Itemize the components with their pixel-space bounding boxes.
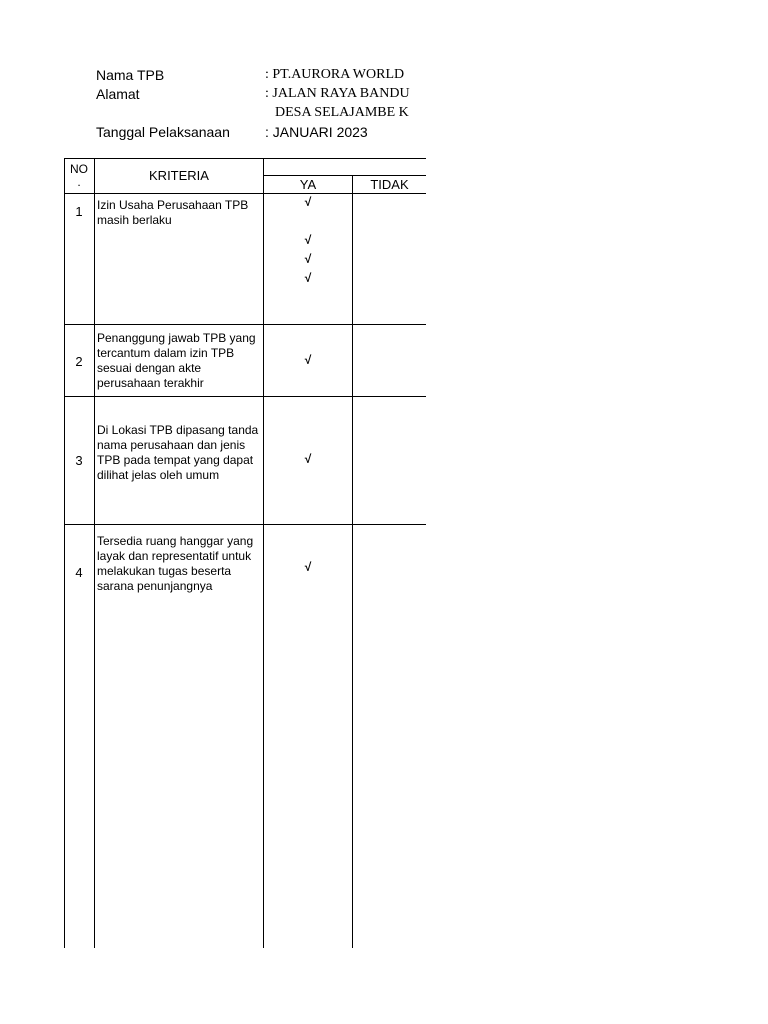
- grid-line: [94, 158, 95, 948]
- check-mark: √: [304, 252, 312, 266]
- alamat-label: Alamat: [96, 86, 140, 102]
- grid-line: [352, 175, 353, 948]
- row-number: 1: [75, 204, 83, 219]
- row-kriteria: Penanggung jawab TPB yang tercantum dalam izin TPB sesuai dengan akte perusahaan terakhir: [97, 331, 256, 390]
- row-number: 3: [75, 453, 83, 468]
- row-kriteria: Izin Usaha Perusahaan TPB masih berlaku: [97, 198, 249, 227]
- grid-line: [64, 524, 426, 525]
- grid-line: [64, 158, 426, 159]
- column-header-tidak: TIDAK: [370, 177, 409, 192]
- tanggal-value: : JANUARI 2023: [265, 124, 368, 140]
- tanggal-label: Tanggal Pelaksanaan: [96, 124, 230, 140]
- column-header-ya: YA: [299, 177, 317, 192]
- check-mark: √: [304, 271, 312, 285]
- row-kriteria: Di Lokasi TPB dipasang tanda nama perusahaan dan jenis TPB pada tempat yang dapat dilihat jelas oleh umum: [97, 423, 259, 482]
- row-kriteria: Tersedia ruang hanggar yang layak dan representatif untuk melakukan tugas beserta sarana penunjangnya: [97, 534, 254, 593]
- column-header-no: [64, 162, 94, 190]
- check-mark: √: [304, 353, 312, 367]
- alamat-value-line1: : JALAN RAYA BANDU: [265, 86, 410, 101]
- column-header-kriteria: KRITERIA: [149, 168, 209, 183]
- grid-line: [263, 175, 426, 176]
- check-mark: √: [304, 560, 312, 574]
- row-number: 4: [75, 565, 83, 580]
- grid-line: [64, 396, 426, 397]
- grid-line: [64, 158, 65, 948]
- column-header-no-line1: NO: [70, 162, 88, 176]
- row-number: 2: [75, 354, 83, 369]
- nama-tpb-label: Nama TPB: [96, 67, 165, 83]
- column-header-no-line2: .: [77, 175, 81, 189]
- alamat-value-line2: DESA SELAJAMBE K: [275, 105, 409, 120]
- grid-line: [64, 193, 426, 194]
- check-mark: √: [304, 233, 312, 247]
- nama-tpb-value: : PT.AURORA WORLD: [265, 67, 405, 82]
- check-mark: √: [304, 195, 312, 209]
- check-mark: √: [304, 452, 312, 466]
- grid-line: [64, 324, 426, 325]
